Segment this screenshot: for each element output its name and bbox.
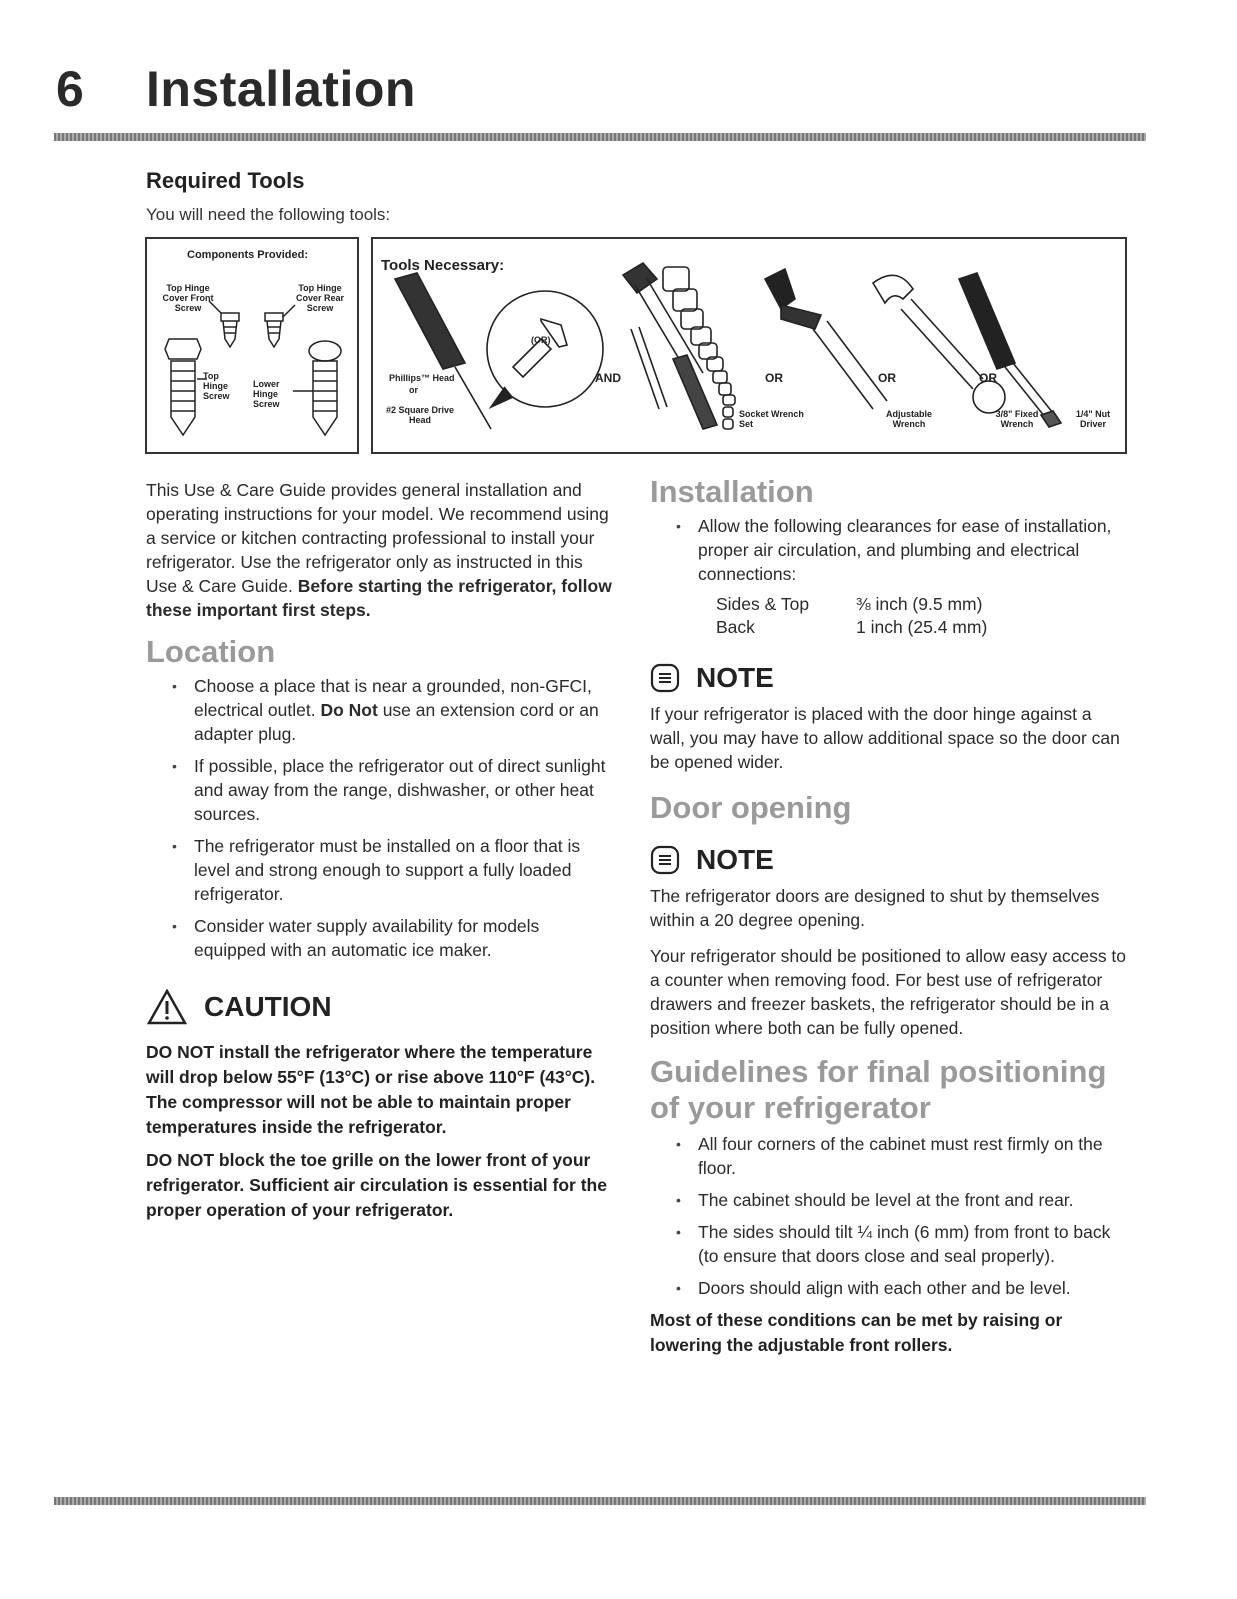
location-list [146,674,616,962]
caution-heading: CAUTION [204,991,332,1022]
footer-rule [54,1497,1146,1505]
top-hinge-cover-front-label: Top Hinge Cover Front Screw [162,283,214,313]
caution-paragraph-1: DO NOT install the refrigerator where the temperature will drop below 55°F (13°C) or rise above 110°F (43°C). The compressor will not be able to maintain proper temperatures inside the refrigerator. [146,1042,596,1137]
top-hinge-screw-label: Top Hinge Screw [203,371,230,401]
list-item: • Choose a place that is near a grounded, non-GFCI, electrical outlet. Do Not use an extension cord or an adapter plug. [146,674,616,746]
intro-bold: Before starting the refrigerator, follow these important first steps. [146,576,612,620]
square-drive-label: #2 Square Drive Head [385,405,455,425]
door-paragraph: Your refrigerator should be positioned to allow easy access to a counter when removing food. For best use of refrigerator drawers and freezer baskets, the refrigerator should be in a position where both can be fully opened. [650,946,1127,1038]
page-title: Installation [146,61,416,117]
left-column [146,478,616,1223]
required-tools-intro: You will need the following tools: [146,205,391,224]
installation-list [650,514,1130,586]
or-label-2: OR [878,371,896,385]
note-heading-2: NOTE [696,844,774,875]
phillips-label: Phillips™ Head [389,373,455,383]
installation-heading: Installation [650,474,814,509]
guidelines-bold-note: Most of these conditions can be met by raising or lowering the adjustable front rollers. [650,1310,1063,1355]
right-column [650,474,1130,1358]
list-item: • The sides should tilt ¼ inch (6 mm) from front to back (to ensure that doors close and seal properly). [650,1220,1130,1268]
note-icon [650,845,680,875]
list-item: • Allow the following clearances for ease of installation, proper air circulation, and plumbing and electrical connections: [650,514,1130,586]
intro-text: This Use & Care Guide provides general installation and operating instructions for your model. We recommend using a service or kitchen contracting professional to install your refrigerator. Use the refrigerator only as instructed in this Use & Care Guide. [146,480,609,596]
note-header-2 [650,844,1130,876]
list-item: • Consider water supply availability for models equipped with an automatic ice maker. [146,914,616,962]
note-heading-1: NOTE [696,662,774,693]
list-item: • All four corners of the cabinet must rest firmly on the floor. [650,1132,1130,1180]
fixed-wrench-label: 3/8" Fixed Wrench [995,409,1039,429]
clearance-value: ⅜ inch (9.5 mm) [856,594,983,614]
components-title: Components Provided: [187,249,309,261]
list-item: • Doors should align with each other and be level. [650,1276,1130,1300]
guidelines-heading-line-1: Guidelines for final positioning [650,1054,1107,1089]
note-icon [650,663,680,693]
or-label-3: OR [979,371,997,385]
and-label: AND [595,371,621,385]
note-text-1: If your refrigerator is placed with the door hinge against a wall, you may have to allow additional space so the door can be opened wider. [650,704,1120,772]
required-tools-heading: Required Tools [146,168,305,193]
note-text-2: The refrigerator doors are designed to shut by themselves within a 20 degree opening. [650,886,1100,930]
or-label-1: OR [765,371,783,385]
note-header-1 [650,662,1130,694]
door-opening-heading: Door opening [650,790,852,825]
chapter-number: 6 [56,61,84,117]
socket-label: Socket Wrench Set [739,409,804,429]
list-item: • The refrigerator must be installed on a floor that is level and strong enough to support a fully loaded refrigerator. [146,834,616,906]
guidelines-heading-line-2: of your refrigerator [650,1090,931,1125]
table-row [716,617,987,640]
warning-icon [146,988,188,1026]
or-paren-label: (OR) [531,335,551,345]
list-item: • If possible, place the refrigerator out of direct sunlight and away from the range, dishwasher, or other heat sources. [146,754,616,826]
clearance-label: Back [716,617,755,637]
header-rule [54,133,1146,141]
top-hinge-cover-rear-label: Top Hinge Cover Rear Screw [295,283,345,313]
intro-paragraph [146,478,616,622]
screws-illustration [147,239,357,452]
components-provided-box [145,237,359,454]
or-small-label: or [409,385,418,395]
adjustable-label: Adjustable Wrench [885,409,932,429]
table-row [716,594,987,617]
location-heading: Location [146,634,276,669]
caution-paragraph-2: DO NOT block the toe grille on the lower front of your refrigerator. Sufficient air circulation is essential for the proper operation of your refrigerator. [146,1150,607,1220]
tools-necessary-box [371,237,1127,454]
clearance-value: 1 inch (25.4 mm) [856,617,988,637]
caution-header [146,988,616,1026]
clearance-label: Sides & Top [716,594,810,614]
clearance-table [716,594,987,640]
guidelines-list [650,1132,1130,1300]
tools-title: Tools Necessary: [381,257,505,274]
nut-driver-label: 1/4" Nut Driver [1075,409,1111,429]
list-item: • The cabinet should be level at the front and rear. [650,1188,1130,1212]
lower-hinge-screw-label: Lower Hinge Screw [253,379,280,409]
